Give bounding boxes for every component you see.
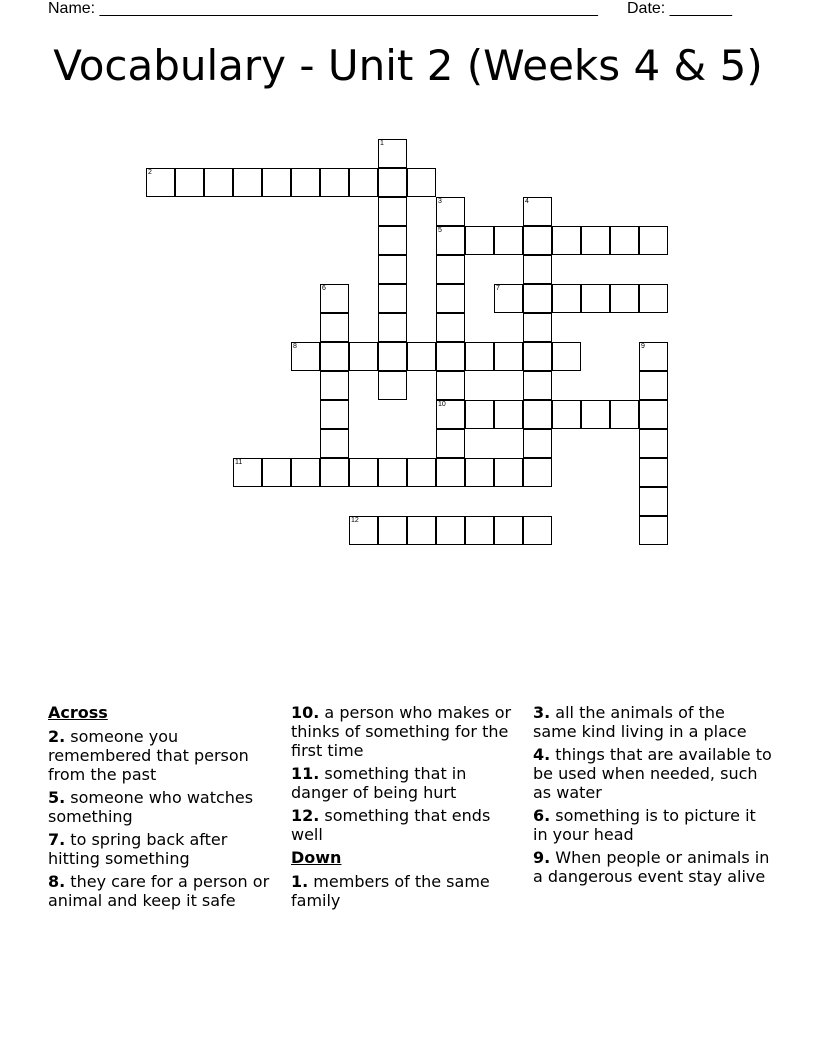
crossword-cell[interactable] (436, 400, 465, 429)
header (48, 0, 748, 22)
crossword-cell[interactable] (523, 342, 552, 371)
cell-number: 11 (235, 459, 243, 466)
clue-down-1 (291, 872, 523, 910)
crossword-cell[interactable] (639, 429, 668, 458)
crossword-cell[interactable] (378, 197, 407, 226)
crossword-cell[interactable] (378, 371, 407, 400)
crossword-cell[interactable] (581, 226, 610, 255)
crossword-cell[interactable] (494, 284, 523, 313)
crossword-cell[interactable] (291, 342, 320, 371)
cell-number: 6 (322, 285, 326, 292)
clue-down-4 (533, 745, 773, 802)
clue-number: 11. (291, 764, 320, 783)
clue-text: they care for a person or animal and keep it safe (48, 872, 270, 910)
crossword-cell[interactable] (523, 400, 552, 429)
crossword-cell[interactable] (610, 400, 639, 429)
crossword-cell[interactable] (494, 400, 523, 429)
crossword-cell[interactable] (494, 226, 523, 255)
cell-number: 4 (525, 198, 529, 205)
clue-text: something is to picture it in your head (533, 806, 756, 844)
crossword-cell[interactable] (465, 516, 494, 545)
name-field-label[interactable]: Name: ________________________________________________________ (48, 0, 598, 17)
crossword-cell[interactable] (523, 429, 552, 458)
across-heading: Across (48, 703, 108, 722)
clue-text: something that in danger of being hurt (291, 764, 467, 802)
clue-number: 3. (533, 703, 551, 722)
crossword-cell[interactable] (465, 400, 494, 429)
clue-across-12 (291, 806, 523, 844)
crossword-cell[interactable] (378, 168, 407, 197)
crossword-cell[interactable] (320, 371, 349, 400)
crossword-cell[interactable] (639, 342, 668, 371)
crossword-cell[interactable] (291, 458, 320, 487)
crossword-cell[interactable] (378, 458, 407, 487)
clue-number: 12. (291, 806, 320, 825)
cell-number: 10 (438, 401, 446, 408)
down-heading: Down (291, 848, 342, 867)
clue-text: things that are available to be used when needed, such as water (533, 745, 772, 802)
crossword-cell[interactable] (523, 255, 552, 284)
crossword-cell[interactable] (378, 255, 407, 284)
crossword-cell[interactable] (436, 284, 465, 313)
crossword-cell[interactable] (436, 458, 465, 487)
crossword-cell[interactable] (407, 168, 436, 197)
clue-text: to spring back after hitting something (48, 830, 228, 868)
clue-text: all the animals of the same kind living in a place (533, 703, 747, 741)
crossword-cell[interactable] (320, 284, 349, 313)
cell-number: 7 (496, 285, 500, 292)
crossword-cell[interactable] (378, 342, 407, 371)
crossword-cell[interactable] (436, 255, 465, 284)
clue-text: members of the same family (291, 872, 490, 910)
clue-number: 7. (48, 830, 66, 849)
crossword-cell[interactable] (523, 516, 552, 545)
date-field-label[interactable]: Date: _______ (627, 0, 732, 17)
crossword-cell[interactable] (523, 284, 552, 313)
cell-number: 12 (351, 517, 359, 524)
crossword-cell[interactable] (639, 400, 668, 429)
crossword-cell[interactable] (262, 458, 291, 487)
crossword-cell[interactable] (204, 168, 233, 197)
clue-number: 9. (533, 848, 551, 867)
crossword-cell[interactable] (436, 226, 465, 255)
crossword-cell[interactable] (436, 516, 465, 545)
crossword-cell[interactable] (233, 168, 262, 197)
crossword-cell[interactable] (378, 284, 407, 313)
crossword-cell[interactable] (291, 168, 320, 197)
crossword-cell[interactable] (349, 516, 378, 545)
crossword-cell[interactable] (581, 400, 610, 429)
crossword-cell[interactable] (436, 342, 465, 371)
crossword-cell[interactable] (639, 371, 668, 400)
crossword-cell[interactable] (436, 313, 465, 342)
crossword-cell[interactable] (552, 342, 581, 371)
clue-number: 5. (48, 788, 66, 807)
crossword-cell[interactable] (320, 400, 349, 429)
crossword-cell[interactable] (523, 226, 552, 255)
crossword-cell[interactable] (407, 342, 436, 371)
clue-text: When people or animals in a dangerous event stay alive (533, 848, 770, 886)
crossword-cell[interactable] (610, 226, 639, 255)
crossword-cell[interactable] (349, 168, 378, 197)
page-title: Vocabulary - Unit 2 (Weeks 4 & 5) (53, 41, 763, 90)
clue-across-5 (48, 788, 276, 826)
crossword-cell[interactable] (523, 197, 552, 226)
crossword-cell[interactable] (378, 139, 407, 168)
clue-number: 6. (533, 806, 551, 825)
crossword-cell[interactable] (175, 168, 204, 197)
crossword-cell[interactable] (639, 487, 668, 516)
crossword-cell[interactable] (349, 458, 378, 487)
crossword-cell[interactable] (523, 313, 552, 342)
clue-across-10 (291, 703, 523, 760)
crossword-cell[interactable] (639, 284, 668, 313)
clue-column-1 (48, 703, 276, 914)
crossword-cell[interactable] (407, 458, 436, 487)
cell-number: 8 (293, 343, 297, 350)
crossword-cell[interactable] (552, 226, 581, 255)
clue-number: 2. (48, 727, 66, 746)
crossword-cell[interactable] (349, 342, 378, 371)
clue-text: someone you remembered that person from the past (48, 727, 249, 784)
crossword-cell[interactable] (639, 458, 668, 487)
cell-number: 5 (438, 227, 442, 234)
crossword-cell[interactable] (436, 371, 465, 400)
clue-column-3 (533, 703, 773, 890)
clue-text: someone who watches something (48, 788, 254, 826)
crossword-cell[interactable] (146, 168, 175, 197)
cell-number: 1 (380, 140, 384, 147)
crossword-cell[interactable] (639, 226, 668, 255)
clue-down-9 (533, 848, 773, 886)
crossword-cell[interactable] (378, 313, 407, 342)
crossword-cell[interactable] (320, 168, 349, 197)
crossword-cell[interactable] (320, 458, 349, 487)
crossword-cell[interactable] (407, 516, 436, 545)
clue-across-8 (48, 872, 276, 910)
clue-number: 8. (48, 872, 66, 891)
clue-down-3 (533, 703, 773, 741)
clue-down-6 (533, 806, 773, 844)
crossword-cell[interactable] (320, 313, 349, 342)
crossword-cell[interactable] (494, 516, 523, 545)
clue-across-7 (48, 830, 276, 868)
crossword-cell[interactable] (436, 197, 465, 226)
crossword-cell[interactable] (639, 516, 668, 545)
crossword-cell[interactable] (523, 371, 552, 400)
clue-number: 10. (291, 703, 320, 722)
crossword-cell[interactable] (233, 458, 262, 487)
clue-text: a person who makes or thinks of something for the first time (291, 703, 512, 760)
crossword-cell[interactable] (552, 284, 581, 313)
crossword-cell[interactable] (523, 458, 552, 487)
cell-number: 9 (641, 343, 645, 350)
crossword-cell[interactable] (465, 458, 494, 487)
cell-number: 2 (148, 169, 152, 176)
crossword-cell[interactable] (494, 342, 523, 371)
crossword-cell[interactable] (552, 400, 581, 429)
crossword-cell[interactable] (465, 342, 494, 371)
crossword-cell[interactable] (378, 516, 407, 545)
crossword-cell[interactable] (494, 458, 523, 487)
crossword-cell[interactable] (581, 284, 610, 313)
crossword-cell[interactable] (378, 226, 407, 255)
crossword-cell[interactable] (320, 342, 349, 371)
clue-number: 1. (291, 872, 309, 891)
crossword-cell[interactable] (436, 429, 465, 458)
crossword-cell[interactable] (262, 168, 291, 197)
crossword-cell[interactable] (610, 284, 639, 313)
clue-across-2 (48, 727, 276, 784)
clue-number: 4. (533, 745, 551, 764)
crossword-cell[interactable] (320, 429, 349, 458)
clue-across-11 (291, 764, 523, 802)
clue-column-2 (291, 703, 523, 914)
crossword-cell[interactable] (465, 226, 494, 255)
cell-number: 3 (438, 198, 442, 205)
clue-text: something that ends well (291, 806, 491, 844)
